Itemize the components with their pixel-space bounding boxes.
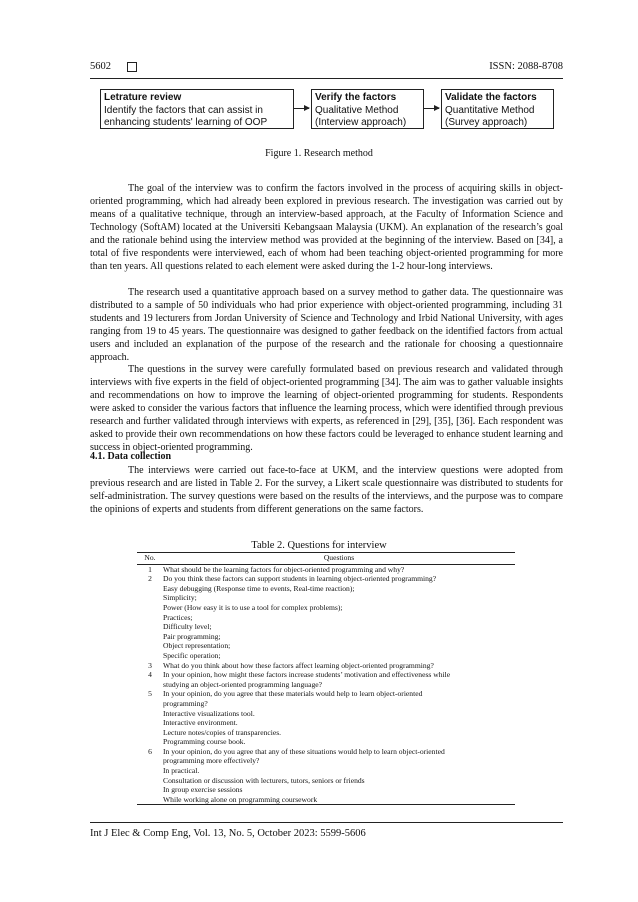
table-row [137, 718, 515, 728]
figure-box-title: Verify the factors [315, 92, 397, 103]
question-text: studying an object-oriented programming language? [163, 679, 322, 689]
table-row [137, 613, 515, 623]
paragraph: The research used a quantitative approach based on a survey method to gather data. The questionnaire was distributed to a sample of 50 individuals who had prior experience with object-oriented programming, including 31 students and 19 lecturers from Jordan University of Science and Technology and Irbid National University, with ages ranging from 19 to 45 years. The questionnaire was designed to gather feedback on the identified factors from actual users and included an explanation of the purpose of the research and the rationale for choosing a questionnaire approach. [90, 287, 563, 363]
question-number: 4 [148, 670, 152, 680]
table-row [137, 574, 515, 584]
table-caption: Table 2. Questions for interview [251, 540, 387, 551]
figure-box-line: enhancing students' learning of OOP [104, 117, 268, 128]
question-text: Interactive visualizations tool. [163, 708, 255, 718]
paragraph: The interviews were carried out face-to-face at UKM, and the interview questions were adopted from previous research and are listed in Table 2. For the survey, a Likert scale questionnaire was distributed to students for self-administration. The survey questions were based on the results of the interviews, and the purpose was to compare the opinions of experts and students from different generations on the same factors. [90, 465, 563, 515]
figure-box-line: (Survey approach) [445, 117, 528, 128]
square-icon [127, 62, 137, 72]
table-row [137, 756, 515, 766]
table-row [137, 728, 515, 738]
question-text: Pair programming; [163, 631, 221, 641]
arrow-right-icon [294, 108, 309, 109]
question-number [137, 613, 163, 623]
question-text: Lecture notes/copies of transparencies. [163, 727, 282, 737]
question-text: In your opinion, do you agree that these materials would help to learn object-oriented [163, 689, 423, 699]
question-text: What do you think about how these factors affect learning object-oriented programming? [163, 660, 434, 670]
question-number: 2 [148, 574, 152, 584]
table-row [137, 670, 515, 680]
footer-rule [90, 822, 563, 823]
table-row [137, 776, 515, 786]
question-number: 5 [148, 689, 152, 699]
question-number [137, 622, 163, 632]
paragraph: The questions in the survey were carefully formulated based on previous research and validated through interviews with five experts in the field of object-oriented programming [34]. The aim was to gather valuable insights and recommendations on how to improve the learning of object-oriented programming for students. Respondents were asked to consider the various factors that influence the learning process, which were identified through previous research and further validated through interviews with experts, as referenced in [29], [35], [36]. Each respondent was asked to provide their own recommendations on how these factors could be leveraged to enhance student learning and success in object-oriented programming. [90, 364, 563, 453]
figure-box-verify [311, 89, 424, 129]
table-row [137, 593, 515, 603]
question-text: Programming course book. [163, 737, 246, 747]
table-body [137, 564, 515, 805]
table-header-row [137, 553, 515, 565]
question-text: programming? [163, 698, 208, 708]
question-number [137, 785, 163, 795]
table-row [137, 651, 515, 661]
table-row [137, 661, 515, 671]
table-row [137, 785, 515, 795]
question-text: What should be the learning factors for object-oriented programming and why? [163, 564, 405, 574]
issn: ISSN: 2088-8708 [489, 61, 563, 72]
figure-box-line: Identify the factors that can assist in [104, 104, 263, 116]
question-number [137, 718, 163, 728]
question-number [137, 756, 163, 766]
question-number [137, 728, 163, 738]
question-number [137, 699, 163, 709]
page-number: 5602 [90, 61, 111, 72]
table-row [137, 766, 515, 776]
table-row [137, 689, 515, 699]
question-number [137, 737, 163, 747]
question-text: In your opinion, do you agree that any of these situations would help to learn object-oriented [163, 746, 445, 756]
questions-table [137, 552, 515, 805]
question-text: Easy debugging (Response time to events, Real-time reaction); [163, 583, 355, 593]
question-text: Consultation or discussion with lecturers, tutors, seniors or friends [163, 775, 365, 785]
table-row [137, 564, 515, 574]
paragraph: The goal of the interview was to confirm the factors involved in the process of acquiring skills in object-oriented programming, which had already been explored in previous research. The investigation was carried out by means of a qualitative technique, through an interview-based approach, at the Faculty of Information Science and Technology (SoftAM) located at the Universiti Kebangsaan Malaysia (UKM). An explanation of the research’s goal and the rationale behind using the interview method was provided at the beginning of the interview. Based on [34], a total of five respondents were interviewed, each of whom had been teaching object-oriented programming for more than ten years. All questions related to each element were asked during the 1-2 hour-long interviews. [90, 183, 563, 272]
question-text: Practices; [163, 612, 193, 622]
question-number: 6 [148, 746, 152, 756]
table-row [137, 699, 515, 709]
figure-box-line: Qualitative Method [315, 104, 399, 116]
question-text: In group exercise sessions [163, 785, 243, 795]
figure-box-line: Quantitative Method [445, 104, 535, 116]
table-row [137, 747, 515, 757]
question-number [137, 632, 163, 642]
table-row [137, 603, 515, 613]
arrow-right-icon [424, 108, 439, 109]
question-text: Interactive environment. [163, 718, 238, 728]
question-text: Power (How easy it is to use a tool for complex problems); [163, 602, 343, 612]
question-number [137, 593, 163, 603]
table-row [137, 641, 515, 651]
question-text: programming more effectively? [163, 756, 260, 766]
question-text: Object representation; [163, 641, 231, 651]
figure-box-line: (Interview approach) [315, 117, 407, 128]
footer-text: Int J Elec & Comp Eng, Vol. 13, No. 5, October 2023: 5599-5606 [90, 828, 366, 839]
question-text: Simplicity; [163, 593, 197, 603]
figure-box-literature-review [100, 89, 294, 129]
question-text: In practical. [163, 766, 200, 776]
question-number [137, 776, 163, 786]
section-heading: 4.1. Data collection [90, 451, 172, 462]
table-row [137, 622, 515, 632]
table-row [137, 709, 515, 719]
figure-box-title: Letrature review [104, 92, 182, 103]
question-number [137, 680, 163, 690]
table-row [137, 795, 515, 805]
table-row [137, 584, 515, 594]
question-number [137, 709, 163, 719]
question-number [137, 766, 163, 776]
header-rule [90, 78, 563, 79]
figure-box-validate [441, 89, 554, 129]
table-row [137, 680, 515, 690]
question-number [137, 795, 163, 805]
question-number: 3 [148, 660, 152, 670]
question-number [137, 641, 163, 651]
figure-caption: Figure 1. Research method [265, 148, 373, 159]
question-number [137, 603, 163, 613]
question-text: While working alone on programming coursework [163, 795, 515, 805]
column-header-no: No. [137, 553, 163, 565]
question-text: Specific operation; [163, 650, 221, 660]
table-row [137, 632, 515, 642]
question-number: 1 [148, 564, 152, 574]
figure-box-title: Validate the factors [445, 92, 537, 103]
table-row [137, 737, 515, 747]
column-header-questions: Questions [163, 553, 515, 565]
question-text: In your opinion, how might these factors increase students’ motivation and effectiveness while [163, 670, 451, 680]
question-number [137, 651, 163, 661]
question-number [137, 584, 163, 594]
question-text: Do you think these factors can support students in learning object-oriented programming? [163, 574, 437, 584]
question-text: Difficulty level; [163, 622, 212, 632]
